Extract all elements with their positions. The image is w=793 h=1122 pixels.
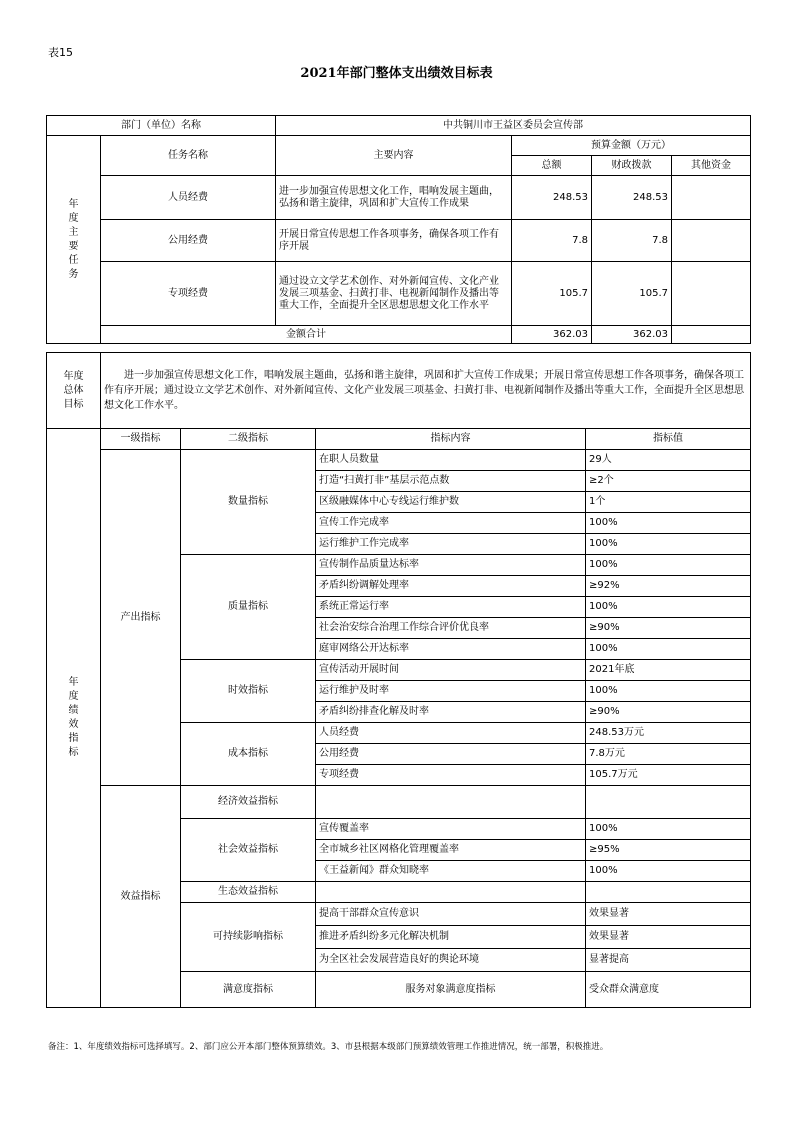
indicator-content: 宣传活动开展时间 [316, 660, 586, 681]
indicator-content: 受众群众满意度 [586, 972, 751, 1008]
indicator-value: ≥2个 [586, 471, 751, 492]
task-name: 专项经费 [101, 262, 276, 326]
indicator-content [316, 882, 586, 903]
indicator-content: 社会治安综合治理工作综合评价优良率 [316, 618, 586, 639]
output-indicator-label: 产出指标 [101, 450, 181, 786]
indicator-content: 《王益新闻》群众知晓率 [316, 861, 586, 882]
task-name: 人员经费 [101, 176, 276, 220]
sum-other [672, 326, 751, 344]
indicator-content: 为全区社会发展营造良好的舆论环境 [316, 949, 586, 972]
cost-indicator-label: 成本指标 [181, 723, 316, 786]
indicator-content: 推进矛盾纠纷多元化解决机制 [316, 926, 586, 949]
other-header: 其他资金 [672, 156, 751, 176]
indicator-content: 专项经费 [316, 765, 586, 786]
task-total: 7.8 [512, 220, 592, 262]
task-fiscal: 105.7 [592, 262, 672, 326]
indicator-value: 7.8万元 [586, 744, 751, 765]
indicator-value: 100% [586, 681, 751, 702]
indicator-value: ≥90% [586, 618, 751, 639]
indicator-value: 248.53万元 [586, 723, 751, 744]
perf-label: 年度绩效指标 [47, 429, 101, 1008]
indicator-content: 区级融媒体中心专线运行维护数 [316, 492, 586, 513]
indicator-content: 庭审网络公开达标率 [316, 639, 586, 660]
table-row [47, 262, 751, 326]
table-row [47, 220, 751, 262]
task-other [672, 176, 751, 220]
budget-header: 预算金额（万元） [512, 136, 751, 156]
quality-indicator-label: 质量指标 [181, 555, 316, 660]
l2-header: 二级指标 [181, 429, 316, 450]
table-number: 表15 [48, 46, 73, 59]
benefit-indicator-label: 效益指标 [101, 786, 181, 1008]
indicator-value: 1个 [586, 492, 751, 513]
task-content: 开展日常宣传思想工作各项事务，确保各项工作有序开展 [276, 220, 512, 262]
service-satisfaction-label: 服务对象满意度指标 [316, 972, 586, 1008]
social-indicator-label: 社会效益指标 [181, 819, 316, 882]
indicator-value: 29人 [586, 450, 751, 471]
task-fiscal: 248.53 [592, 176, 672, 220]
indicator-value: ≥95% [586, 840, 751, 861]
l1-header: 一级指标 [101, 429, 181, 450]
task-total: 248.53 [512, 176, 592, 220]
sum-total: 362.03 [512, 326, 592, 344]
ecological-indicator-label: 生态效益指标 [181, 882, 316, 903]
overall-goal-label: 年度总体目标 [47, 353, 101, 429]
content-header: 指标内容 [316, 429, 586, 450]
task-fiscal: 7.8 [592, 220, 672, 262]
indicator-value: 100% [586, 819, 751, 840]
task-content: 进一步加强宣传思想文化工作，唱响发展主题曲，弘扬和谐主旋律，巩固和扩大宣传工作成果 [276, 176, 512, 220]
table-row [47, 176, 751, 220]
indicator-content: 矛盾纠纷调解处理率 [316, 576, 586, 597]
dept-name-value: 中共铜川市王益区委员会宣传部 [276, 116, 751, 136]
indicator-content: 公用经费 [316, 744, 586, 765]
dept-name-label: 部门（单位）名称 [47, 116, 276, 136]
footnote: 备注：1、年度绩效指标可选择填写。2、部门应公开本部门整体预算绩效。3、市县根据本级部门预算绩效管理工作推进情况，统一部署，积极推进。 [48, 1042, 609, 1052]
task-name: 公用经费 [101, 220, 276, 262]
task-name-header: 任务名称 [101, 136, 276, 176]
indicator-value: 100% [586, 639, 751, 660]
indicator-value: ≥90% [586, 702, 751, 723]
economic-indicator-label: 经济效益指标 [181, 786, 316, 819]
indicator-content: 系统正常运行率 [316, 597, 586, 618]
task-other [672, 262, 751, 326]
quantity-indicator-label: 数量指标 [181, 450, 316, 555]
indicator-value: 100% [586, 861, 751, 882]
indicator-value: 效果显著 [586, 926, 751, 949]
indicator-value: 105.7万元 [586, 765, 751, 786]
indicator-content: 人员经费 [316, 723, 586, 744]
sum-label: 金额合计 [101, 326, 512, 344]
indicator-content: 宣传制作品质量达标率 [316, 555, 586, 576]
indicator-value [586, 882, 751, 903]
task-total: 105.7 [512, 262, 592, 326]
timeliness-indicator-label: 时效指标 [181, 660, 316, 723]
annual-tasks-label: 年度主要任务 [47, 136, 101, 344]
indicator-content: 提高干部群众宣传意识 [316, 903, 586, 926]
indicator-value: 100% [586, 534, 751, 555]
indicator-value: ≥92% [586, 576, 751, 597]
overall-goal-table [46, 352, 751, 429]
indicator-value: 效果显著 [586, 903, 751, 926]
indicator-value: 2021年底 [586, 660, 751, 681]
value-header: 指标值 [586, 429, 751, 450]
indicator-content: 宣传覆盖率 [316, 819, 586, 840]
overall-goal-text: 进一步加强宣传思想文化工作，唱响发展主题曲，弘扬和谐主旋律，巩固和扩大宣传工作成果；开展日常宣传思想工作各项事务，确保各项工作有序开展；通过设立文学艺术创作、对外新闻宣传、文化产业发展三项基金、扫黄打非、电视新闻制作及播出等重大工作，全面提升全区思想思想文化工作水平。 [101, 353, 751, 429]
indicator-value: 100% [586, 513, 751, 534]
task-content: 通过设立文学艺术创作、对外新闻宣传、文化产业发展三项基金、扫黄打非、电视新闻制作及播出等重大工作，全面提升全区思想思想文化工作水平 [276, 262, 512, 326]
indicator-content: 运行维护工作完成率 [316, 534, 586, 555]
total-header: 总额 [512, 156, 592, 176]
performance-table [46, 428, 751, 1008]
indicator-content: 矛盾纠纷排查化解及时率 [316, 702, 586, 723]
sustainable-indicator-label: 可持续影响指标 [181, 903, 316, 972]
indicator-content: 在职人员数量 [316, 450, 586, 471]
indicator-value [586, 786, 751, 819]
indicator-value: 100% [586, 555, 751, 576]
sum-fiscal: 362.03 [592, 326, 672, 344]
indicator-value: 100% [586, 597, 751, 618]
indicator-content [316, 786, 586, 819]
annual-tasks-table [46, 115, 751, 344]
satisfaction-indicator-label: 满意度指标 [181, 972, 316, 1008]
fiscal-header: 财政拨款 [592, 156, 672, 176]
indicator-value: 显著提高 [586, 949, 751, 972]
indicator-content: 运行维护及时率 [316, 681, 586, 702]
indicator-content: 打造“扫黄打非”基层示范点数 [316, 471, 586, 492]
indicator-content: 宣传工作完成率 [316, 513, 586, 534]
indicator-content: 全市城乡社区网格化管理覆盖率 [316, 840, 586, 861]
page-title: 2021年部门整体支出绩效目标表 [300, 66, 493, 81]
content-header: 主要内容 [276, 136, 512, 176]
task-other [672, 220, 751, 262]
